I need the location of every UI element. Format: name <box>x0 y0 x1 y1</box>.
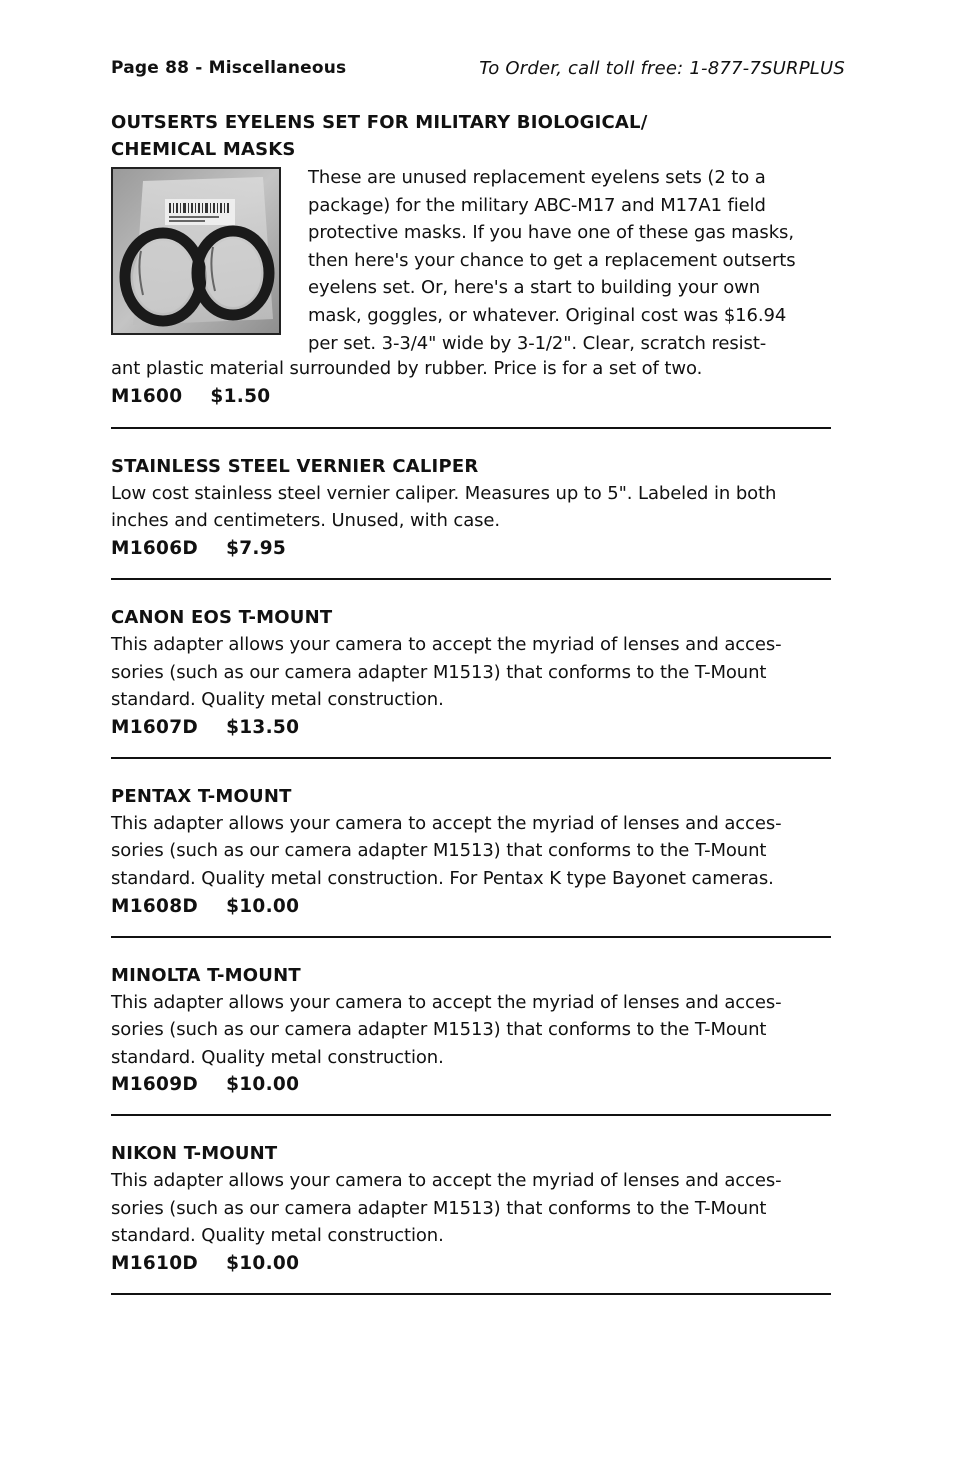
sku-price-line <box>111 1250 841 1278</box>
section-divider <box>111 427 831 429</box>
desc-line: standard. Quality metal construction. For Pentax K type Bayonet cameras. <box>111 867 774 889</box>
section-divider <box>111 936 831 938</box>
sku-price-line <box>111 893 841 921</box>
price: $10.00 <box>226 1074 300 1096</box>
section-divider <box>111 757 831 759</box>
product-description <box>111 1167 841 1250</box>
sku: M1607D <box>111 716 199 738</box>
eyelens-photo <box>111 167 281 335</box>
desc-line: sories (such as our camera adapter M1513) that conforms to the T-Mount <box>111 661 767 683</box>
desc-line: sories (such as our camera adapter M1513) that conforms to the T-Mount <box>111 1019 767 1041</box>
desc-line: standard. Quality metal construction. <box>111 689 444 711</box>
product-title <box>111 109 841 163</box>
desc-line: eyelens set. Or, here's a start to building your own <box>308 277 761 299</box>
sku: M1610D <box>111 1253 199 1275</box>
desc-line: package) for the military ABC-M17 and M17A1 field <box>308 194 766 216</box>
desc-line: Low cost stainless steel vernier caliper. Measures up to 5". Labeled in both <box>111 482 777 504</box>
section-divider <box>111 1293 831 1295</box>
product-title: STAINLESS STEEL VERNIER CALIPER <box>111 455 479 477</box>
desc-line: sories (such as our camera adapter M1513) that conforms to the T-Mount <box>111 840 767 862</box>
price: $7.95 <box>226 537 287 559</box>
sku-price-line <box>111 1071 841 1099</box>
desc-line: These are unused replacement eyelens sets (2 to a <box>308 167 766 188</box>
desc-line: This adapter allows your camera to accept the myriad of lenses and acces- <box>111 812 782 834</box>
product-description <box>111 480 841 535</box>
product-eyelens-set <box>111 109 841 429</box>
product-title: NIKON T-MOUNT <box>111 1143 278 1165</box>
desc-line: This adapter allows your camera to accept the myriad of lenses and acces- <box>111 633 782 655</box>
product-title: MINOLTA T-MOUNT <box>111 964 301 986</box>
desc-line: ant plastic material surrounded by rubber. Price is for a set of two. <box>111 358 703 380</box>
desc-line: per set. 3-3/4" wide by 3-1/2". Clear, scratch resist- <box>308 332 767 354</box>
product-title: CANON EOS T-MOUNT <box>111 606 333 628</box>
desc-line: mask, goggles, or whatever. Original cost was $16.94 <box>308 304 787 326</box>
product-title-line-2: CHEMICAL MASKS <box>111 139 296 160</box>
desc-line: This adapter allows your camera to accept the myriad of lenses and acces- <box>111 991 782 1013</box>
order-phone-line: To Order, call toll free: 1-877-7SURPLUS <box>479 58 845 79</box>
price: $13.50 <box>226 716 300 738</box>
product-description-continued <box>111 355 841 383</box>
desc-line: This adapter allows your camera to accept the myriad of lenses and acces- <box>111 1170 782 1192</box>
desc-line: inches and centimeters. Unused, with case. <box>111 510 500 532</box>
sku-price-line <box>111 535 841 563</box>
sku: M1608D <box>111 895 199 917</box>
desc-line: protective masks. If you have one of these gas masks, <box>308 222 794 244</box>
sku: M1600 <box>111 385 183 407</box>
desc-line: standard. Quality metal construction. <box>111 1046 444 1068</box>
sku-price-line <box>111 714 841 742</box>
sku: M1606D <box>111 537 199 559</box>
product-description <box>111 631 841 714</box>
price: $1.50 <box>210 385 271 407</box>
section-divider <box>111 1114 831 1116</box>
product-pentax-t-mount <box>111 783 841 938</box>
page-header <box>111 56 845 84</box>
eyelens-image <box>113 169 279 333</box>
price: $10.00 <box>226 895 300 917</box>
page-label: Page 88 - Miscellaneous <box>111 58 347 78</box>
product-vernier-caliper <box>111 453 841 580</box>
product-minolta-t-mount <box>111 962 841 1117</box>
section-divider <box>111 578 831 580</box>
product-title: PENTAX T-MOUNT <box>111 785 292 807</box>
desc-line: sories (such as our camera adapter M1513) that conforms to the T-Mount <box>111 1197 767 1219</box>
product-title-line-1: OUTSERTS EYELENS SET FOR MILITARY BIOLOGICAL/ <box>111 112 648 133</box>
sku: M1609D <box>111 1074 199 1096</box>
product-description <box>111 989 841 1072</box>
sku-price-line <box>111 383 841 411</box>
desc-line: standard. Quality metal construction. <box>111 1225 444 1247</box>
catalog-page <box>111 56 845 1295</box>
product-description <box>111 810 841 893</box>
product-nikon-t-mount <box>111 1140 841 1295</box>
desc-line: then here's your chance to get a replacement outserts <box>308 249 796 271</box>
product-canon-t-mount <box>111 604 841 759</box>
price: $10.00 <box>226 1253 300 1275</box>
